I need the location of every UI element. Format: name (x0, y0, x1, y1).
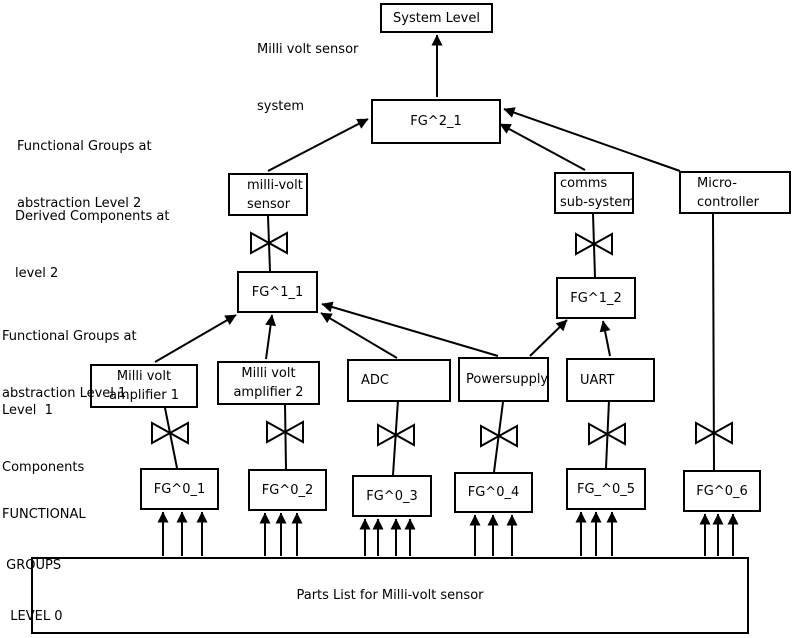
node-label: ADC (361, 373, 389, 388)
parts-to-fg0_1-arrows (163, 512, 202, 556)
parts-to-fg0_5-arrows (581, 512, 612, 556)
edge-amp1-to-fg0_1-line (165, 408, 177, 468)
node-milli-volt-amplifier-2 (217, 361, 320, 405)
node-fg2-1 (371, 99, 501, 144)
edge-adc-to-fg1_1 (321, 313, 397, 358)
node-system-level (380, 3, 493, 33)
annotation-line: Components (2, 460, 85, 475)
annotation-line: system (257, 99, 304, 114)
node-label: Parts List for Milli-volt sensor (296, 588, 484, 603)
node-fg1-2 (556, 277, 636, 319)
node-label: FG^0_2 (261, 482, 314, 498)
node-label: FG^0_3 (366, 488, 418, 504)
node-fg1-1 (237, 271, 318, 313)
node-label: milli-volt (247, 177, 303, 193)
parts-to-fg0_6-arrows (705, 514, 733, 556)
node-micro-controller (679, 171, 791, 214)
bowtie-icon (152, 423, 188, 443)
node-uart (566, 358, 655, 402)
node-comms-subsystem (554, 172, 634, 214)
node-label: amplifier 1 (108, 388, 180, 403)
node-label: FG^1_2 (570, 290, 622, 306)
node-fg0-5 (566, 468, 646, 510)
node-label: FG^0_1 (153, 481, 206, 497)
node-powersupply (458, 357, 549, 402)
node-label: FG^1_1 (251, 284, 304, 300)
node-label: FG^0_6 (696, 483, 748, 499)
annotation-line: Level 1 (2, 403, 53, 418)
annotation-line: LEVEL 0 (2, 609, 63, 624)
node-label: Milli volt (241, 366, 296, 381)
node-label: Micro- (697, 175, 737, 191)
node-parts-list (31, 557, 749, 634)
annotation-level0-groups (2, 472, 86, 638)
annotation-line: level 2 (15, 266, 59, 281)
node-adc (347, 359, 451, 402)
annotation-line: Derived Components at (15, 209, 170, 224)
node-label: Powersupply (466, 372, 549, 387)
node-label: sensor (247, 196, 291, 212)
node-label: FG^2_1 (410, 114, 462, 129)
node-label: System Level (393, 10, 480, 26)
annotation-line: abstraction Level 2 (17, 196, 142, 211)
annotation-line: FUNCTIONAL (2, 507, 86, 522)
node-label: sub-system (560, 195, 635, 210)
node-fg0-6 (683, 470, 761, 512)
edge-comms-to-fg2_1 (500, 124, 585, 170)
node-fg0-4 (454, 472, 533, 513)
edge-amp2-to-fg0_2-line (285, 404, 286, 469)
node-label: FG^0_4 (467, 485, 520, 500)
node-label: controller (697, 194, 760, 210)
edge-amp2-to-fg1_1 (266, 315, 272, 359)
parts-to-fg0_4-arrows (475, 515, 512, 556)
node-label: Milli volt (116, 369, 172, 384)
annotation-line: Milli volt sensor (257, 42, 359, 57)
annotation-line: GROUPS (2, 558, 62, 573)
annotation-system-note (257, 2, 358, 154)
edge-adc-to-fg0_3-line (393, 400, 398, 475)
node-fg0-3 (352, 475, 432, 517)
node-label: amplifier 2 (233, 385, 304, 400)
parts-to-fg0_2-arrows (265, 513, 297, 556)
annotation-line: Functional Groups at (2, 329, 137, 344)
node-fg0-1 (140, 468, 219, 510)
node-label: FG_^0_5 (577, 481, 635, 497)
node-label: UART (580, 372, 615, 388)
edge-uart-to-fg1_2 (603, 321, 610, 356)
annotation-line: abstraction Level 1 (2, 386, 127, 401)
annotation-line: Functional Groups at (17, 139, 152, 154)
node-fg0-2 (248, 469, 327, 511)
node-millivolt-sensor (228, 173, 308, 216)
parts-to-fg0_3-arrows (365, 519, 410, 556)
edge-power-to-fg1_2 (530, 320, 567, 356)
node-label: comms (560, 176, 608, 191)
edge-amp1-to-fg1_1 (155, 315, 236, 362)
